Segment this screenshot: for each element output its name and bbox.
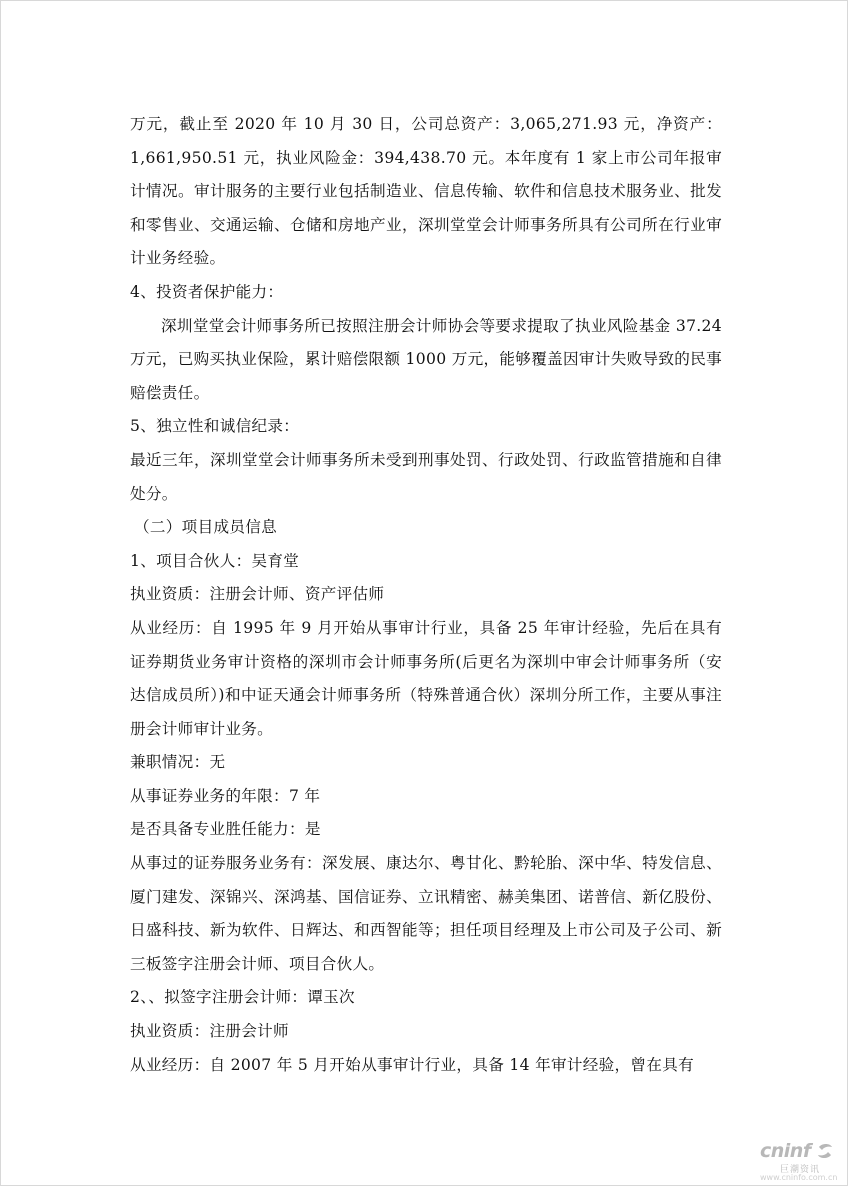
partner-part-time: 兼职情况：无 bbox=[130, 753, 226, 772]
cpa-experience: 从业经历：自 2007 年 5 月开始从事审计行业，具备 14 年审计经验，曾在具有 bbox=[130, 1055, 695, 1074]
logo-subtitle: 巨潮资讯 bbox=[780, 1165, 821, 1175]
heading-independence: 5、独立性和诚信纪录： bbox=[130, 417, 300, 436]
heading-signing-cpa: 2、、拟签字注册会计师：谭玉次 bbox=[130, 988, 355, 1007]
cninf-swirl-icon bbox=[816, 1142, 834, 1160]
paragraph-independence: 最近三年，深圳堂堂会计师事务所未受到刑事处罚、行政处罚、行政监管措施和自律处分。 bbox=[130, 450, 722, 503]
partner-securities-years: 从事证券业务的年限：7 年 bbox=[130, 786, 321, 805]
heading-investor-protection: 4、投资者保护能力： bbox=[130, 282, 284, 301]
document-body bbox=[130, 108, 722, 1082]
paragraph-audit-summary: 万元，截止至 2020 年 10 月 30 日，公司总资产：3,065,271.93 元，净资产：1,661,950.51 元，执业风险金：394,438.70 元。本年度有 1 家上市公司年报审计情况。审计服务的主要行业包括制造业、信息传输、软件和信息技术服务业、批发和零售业、交通运输、仓储和房地产业，深圳堂堂会计师事务所具有公司所在行业审计业务经验。 bbox=[130, 115, 722, 268]
cninfo-watermark-logo bbox=[758, 1136, 838, 1182]
cpa-qualification: 执业资质：注册会计师 bbox=[130, 1022, 289, 1041]
heading-project-partner: 1、项目合伙人：吴育堂 bbox=[130, 551, 300, 570]
logo-brand-text: cninf bbox=[760, 1140, 811, 1162]
heading-project-members: （二）项目成员信息 bbox=[134, 518, 278, 537]
partner-competence: 是否具备专业胜任能力：是 bbox=[130, 820, 321, 839]
partner-experience: 从业经历：自 1995 年 9 月开始从事审计行业，具备 25 年审计经验，先后在具有证券期货业务审计资格的深圳市会计师事务所(后更名为深圳中审会计师事务所（安达信成员所）)和中证天通会计师事务所（特殊普通合伙）深圳分所工作，主要从事注册会计师审计业务。 bbox=[130, 618, 722, 738]
paragraph-investor-protection: 深圳堂堂会计师事务所已按照注册会计师协会等要求提取了执业风险基金 37.24 万元，已购买执业保险，累计赔偿限额 1000 万元，能够覆盖因审计失败导致的民事赔偿责任。 bbox=[130, 316, 722, 402]
logo-url: www.cninfo.com.cn bbox=[760, 1173, 838, 1182]
partner-securities-services: 从事过的证券服务业务有：深发展、康达尔、粤甘化、黔轮胎、深中华、特发信息、厦门建发、深锦兴、深鸿基、国信证券、立讯精密、赫美集团、诺普信、新亿股份、日盛科技、新为软件、日辉达、和西智能等；担任项目经理及上市公司及子公司、新三板签字注册会计师、项目合伙人。 bbox=[130, 854, 722, 973]
partner-qualification: 执业资质：注册会计师、资产评估师 bbox=[130, 585, 385, 604]
